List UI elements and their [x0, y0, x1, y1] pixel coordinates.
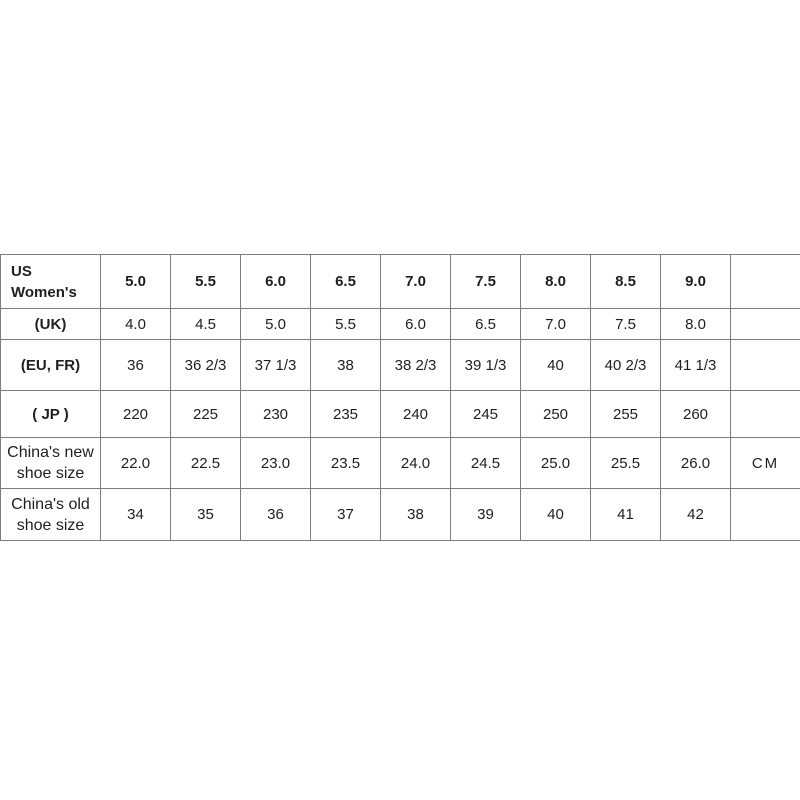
size-cell: 5.0	[101, 255, 171, 309]
row-label-line: China's new	[7, 444, 94, 461]
size-cell: 35	[171, 489, 241, 541]
size-cell: 36	[241, 489, 311, 541]
size-cell: 39	[451, 489, 521, 541]
size-cell: 23.0	[241, 438, 311, 489]
size-cell: 230	[241, 391, 311, 438]
row-label-line: China's old	[11, 495, 90, 513]
size-cell: 40	[521, 489, 591, 541]
size-conversion-table	[0, 254, 800, 541]
size-cell: 36 2/3	[171, 340, 241, 391]
size-cell: 22.0	[101, 438, 171, 489]
size-cell: 42	[661, 489, 731, 541]
row-label	[1, 340, 101, 391]
table-row	[1, 391, 800, 438]
size-cell: 25.5	[591, 438, 661, 489]
size-cell: 235	[311, 391, 381, 438]
size-cell: 260	[661, 391, 731, 438]
size-cell: 38	[311, 340, 381, 391]
row-label-line: ( JP )	[32, 405, 69, 423]
row-label-line: Women's	[11, 283, 77, 301]
size-cell: 225	[171, 391, 241, 438]
row-label	[1, 255, 101, 309]
size-cell: 22.5	[171, 438, 241, 489]
size-cell: 6.0	[241, 255, 311, 309]
size-cell: 8.0	[661, 309, 731, 340]
size-cell: 6.5	[451, 309, 521, 340]
size-cell: 6.5	[311, 255, 381, 309]
table-row	[1, 489, 800, 541]
size-cell: 38	[381, 489, 451, 541]
row-label	[1, 438, 101, 489]
empty-cell	[731, 391, 800, 438]
size-cell: 25.0	[521, 438, 591, 489]
size-cell: 7.0	[521, 309, 591, 340]
table-row	[1, 309, 800, 340]
size-cell: 250	[521, 391, 591, 438]
size-cell: 8.5	[591, 255, 661, 309]
size-cell: 9.0	[661, 255, 731, 309]
size-cell: 4.0	[101, 309, 171, 340]
empty-cell	[731, 340, 800, 391]
size-cell: 4.5	[171, 309, 241, 340]
row-label	[1, 489, 101, 541]
size-cell: 7.0	[381, 255, 451, 309]
size-cell: 37 1/3	[241, 340, 311, 391]
size-cell: 36	[101, 340, 171, 391]
size-cell: 26.0	[661, 438, 731, 489]
row-label-line: US	[11, 262, 32, 280]
size-cell: 245	[451, 391, 521, 438]
row-label	[1, 391, 101, 438]
size-cell: 40 2/3	[591, 340, 661, 391]
table-row	[1, 438, 800, 489]
empty-cell	[731, 489, 800, 541]
size-cell: 34	[101, 489, 171, 541]
size-cell: 41 1/3	[661, 340, 731, 391]
size-cell: 24.0	[381, 438, 451, 489]
table-body	[1, 255, 800, 541]
table-row	[1, 255, 800, 309]
size-cell: 220	[101, 391, 171, 438]
empty-cell	[731, 255, 800, 309]
size-cell: 40	[521, 340, 591, 391]
size-cell: 5.5	[171, 255, 241, 309]
row-label-line: shoe size	[16, 516, 85, 534]
size-cell: 6.0	[381, 309, 451, 340]
size-cell: 5.0	[241, 309, 311, 340]
row-label	[1, 309, 101, 340]
size-cell: 7.5	[591, 309, 661, 340]
size-cell: 7.5	[451, 255, 521, 309]
size-cell: 8.0	[521, 255, 591, 309]
size-cell: 39 1/3	[451, 340, 521, 391]
size-cell: 5.5	[311, 309, 381, 340]
empty-cell	[731, 309, 800, 340]
table-row	[1, 340, 800, 391]
size-cell: 24.5	[451, 438, 521, 489]
size-cell: 38 2/3	[381, 340, 451, 391]
size-cell: 240	[381, 391, 451, 438]
size-cell: 23.5	[311, 438, 381, 489]
row-label-line: (EU, FR)	[20, 356, 81, 374]
size-cell: 41	[591, 489, 661, 541]
row-label-line: shoe size	[16, 465, 85, 482]
unit-cell: CM	[731, 438, 800, 489]
size-cell: 255	[591, 391, 661, 438]
row-label-line: (UK)	[34, 315, 67, 333]
size-cell: 37	[311, 489, 381, 541]
